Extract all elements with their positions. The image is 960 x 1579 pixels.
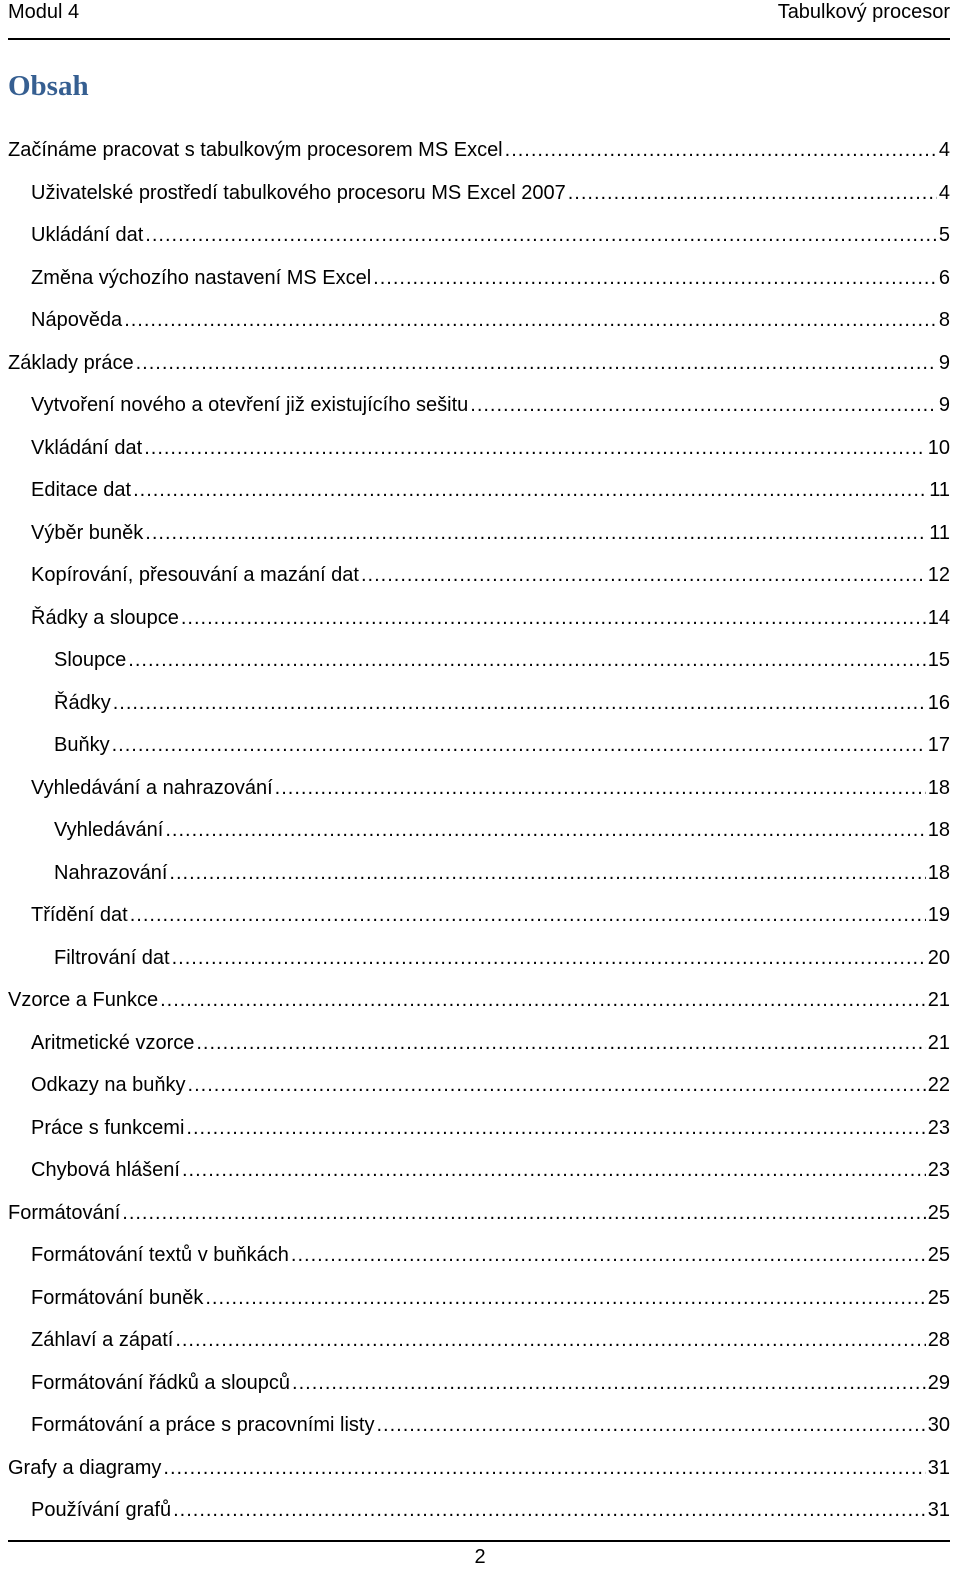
toc-entry-title: Záhlaví a zápatí xyxy=(31,1329,174,1351)
toc-entry[interactable] xyxy=(0,1406,950,1449)
toc-title: Obsah xyxy=(8,70,89,102)
toc-dot-leader xyxy=(188,1066,926,1104)
toc-entry[interactable] xyxy=(0,429,950,472)
toc-entry[interactable] xyxy=(0,1024,950,1067)
toc-entry-title: Vyhledávání a nahrazování xyxy=(31,776,273,799)
toc-entry-page: 28 xyxy=(927,1329,950,1351)
toc-entry-page: 29 xyxy=(927,1371,950,1394)
toc-entry[interactable] xyxy=(0,1449,950,1492)
toc-entry-title: Formátování xyxy=(8,1201,121,1224)
toc-entry-page: 10 xyxy=(927,436,950,459)
toc-dot-leader xyxy=(568,174,937,212)
toc-dot-leader xyxy=(275,769,926,807)
toc-dot-leader xyxy=(376,1406,925,1444)
toc-dot-leader xyxy=(186,1109,925,1147)
toc-entry-title: Základy práce xyxy=(8,351,134,374)
toc-dot-leader xyxy=(113,684,926,722)
toc-entry-title: Práce s funkcemi xyxy=(31,1116,185,1139)
toc-entry[interactable] xyxy=(0,896,950,939)
table-of-contents xyxy=(0,131,960,1534)
toc-entry-title: Uživatelské prostředí tabulkového procesoru MS Excel 2007 xyxy=(31,181,566,204)
toc-entry-title: Sloupce xyxy=(54,649,127,671)
toc-entry-title: Vzorce a Funkce xyxy=(8,989,159,1011)
toc-dot-leader xyxy=(505,131,937,169)
toc-entry-page: 11 xyxy=(929,479,950,501)
toc-entry-page: 4 xyxy=(938,181,950,204)
toc-entry-title: Aritmetické vzorce xyxy=(31,1031,195,1054)
toc-entry-title: Změna výchozího nastavení MS Excel xyxy=(31,266,372,289)
toc-entry-title: Ukládání dat xyxy=(31,224,144,246)
toc-dot-leader xyxy=(196,1024,925,1062)
toc-entry-title: Vyhledávání xyxy=(54,819,164,841)
toc-entry[interactable] xyxy=(0,1364,950,1407)
toc-entry-title: Vytvoření nového a otevření již existujícího sešitu xyxy=(31,394,469,416)
toc-dot-leader xyxy=(292,1364,926,1402)
toc-entry[interactable] xyxy=(0,981,950,1024)
toc-entry[interactable] xyxy=(0,556,950,599)
toc-entry-title: Editace dat xyxy=(31,479,132,501)
toc-entry[interactable] xyxy=(0,684,950,727)
toc-dot-leader xyxy=(175,1321,925,1359)
toc-entry[interactable] xyxy=(0,1279,950,1322)
toc-entry[interactable] xyxy=(0,726,950,769)
toc-dot-leader xyxy=(470,386,937,424)
toc-entry-title: Řádky a sloupce xyxy=(31,606,179,629)
toc-dot-leader xyxy=(112,726,926,764)
toc-dot-leader xyxy=(181,599,926,637)
toc-entry[interactable] xyxy=(0,1236,950,1279)
toc-entry[interactable] xyxy=(0,1151,950,1194)
toc-entry-page: 15 xyxy=(927,649,950,671)
toc-entry[interactable] xyxy=(0,811,950,854)
toc-entry-title: Třídění dat xyxy=(31,904,128,926)
toc-dot-leader xyxy=(144,429,926,467)
toc-entry-page: 19 xyxy=(927,904,950,926)
toc-dot-leader xyxy=(160,981,926,1019)
toc-entry[interactable] xyxy=(0,131,950,174)
toc-entry[interactable] xyxy=(0,1194,950,1237)
toc-entry-page: 22 xyxy=(927,1074,950,1096)
toc-dot-leader xyxy=(291,1236,926,1274)
toc-entry-page: 20 xyxy=(927,946,950,969)
toc-entry-page: 18 xyxy=(927,819,950,841)
toc-entry-page: 11 xyxy=(929,521,950,544)
toc-entry-page: 21 xyxy=(927,989,950,1011)
toc-entry-page: 17 xyxy=(927,734,950,756)
toc-entry-title: Výběr buněk xyxy=(31,521,144,544)
toc-entry-page: 18 xyxy=(927,861,950,884)
toc-entry-page: 18 xyxy=(927,776,950,799)
toc-dot-leader xyxy=(124,301,937,339)
toc-entry-title: Řádky xyxy=(54,691,111,714)
toc-dot-leader xyxy=(172,939,926,977)
toc-entry-title: Začínáme pracovat s tabulkovým procesorem MS Excel xyxy=(8,139,503,161)
toc-dot-leader xyxy=(361,556,926,594)
toc-entry-title: Buňky xyxy=(54,734,110,756)
toc-entry-title: Kopírování, přesouvání a mazání dat xyxy=(31,564,359,586)
toc-dot-leader xyxy=(169,854,925,892)
toc-entry-page: 21 xyxy=(927,1031,950,1054)
toc-entry-page: 30 xyxy=(927,1414,950,1436)
toc-dot-leader xyxy=(163,1449,925,1487)
toc-dot-leader xyxy=(122,1194,925,1232)
toc-entry-page: 25 xyxy=(927,1201,950,1224)
header-subject: Tabulkový procesor xyxy=(777,1,950,23)
toc-entry[interactable] xyxy=(0,599,950,642)
toc-entry[interactable] xyxy=(0,386,950,429)
toc-entry-title: Grafy a diagramy xyxy=(8,1456,162,1479)
toc-entry-title: Formátování buněk xyxy=(31,1286,204,1309)
toc-entry-page: 4 xyxy=(938,139,950,161)
toc-entry-title: Nahrazování xyxy=(54,861,168,884)
toc-entry-title: Filtrování dat xyxy=(54,946,170,969)
header-module: Modul 4 xyxy=(8,1,80,23)
toc-entry-title: Používání grafů xyxy=(31,1499,172,1521)
toc-dot-leader xyxy=(165,811,925,849)
toc-entry-page: 25 xyxy=(927,1244,950,1266)
toc-entry[interactable] xyxy=(0,174,950,217)
toc-entry-title: Odkazy na buňky xyxy=(31,1074,186,1096)
toc-entry[interactable] xyxy=(0,471,950,514)
toc-entry-page: 14 xyxy=(927,606,950,629)
toc-entry-title: Formátování textů v buňkách xyxy=(31,1244,289,1266)
toc-dot-leader xyxy=(128,641,925,679)
toc-dot-leader xyxy=(205,1279,925,1317)
toc-entry[interactable] xyxy=(0,301,950,344)
toc-entry-page: 6 xyxy=(938,266,950,289)
page-header xyxy=(8,0,950,40)
toc-entry-page: 9 xyxy=(938,394,950,416)
toc-entry[interactable] xyxy=(0,939,950,982)
toc-entry-page: 23 xyxy=(927,1116,950,1139)
toc-entry[interactable] xyxy=(0,1321,950,1364)
toc-dot-leader xyxy=(145,514,927,552)
toc-entry[interactable] xyxy=(0,344,950,387)
toc-dot-leader xyxy=(182,1151,926,1189)
footer-rule xyxy=(8,1540,950,1542)
toc-dot-leader xyxy=(136,344,937,382)
toc-entry[interactable] xyxy=(0,514,950,557)
toc-dot-leader xyxy=(373,259,937,297)
toc-entry-page: 9 xyxy=(938,351,950,374)
toc-dot-leader xyxy=(133,471,927,509)
toc-entry-title: Formátování a práce s pracovními listy xyxy=(31,1414,375,1436)
toc-entry-page: 31 xyxy=(927,1456,950,1479)
toc-entry-page: 16 xyxy=(927,691,950,714)
toc-dot-leader xyxy=(173,1491,926,1529)
toc-entry-page: 23 xyxy=(927,1159,950,1181)
page-number: 2 xyxy=(474,1546,486,1568)
toc-entry-page: 8 xyxy=(938,309,950,331)
toc-entry-page: 5 xyxy=(938,224,950,246)
toc-entry-title: Chybová hlášení xyxy=(31,1159,180,1181)
toc-entry[interactable] xyxy=(0,259,950,302)
toc-entry[interactable] xyxy=(0,1109,950,1152)
toc-entry[interactable] xyxy=(0,769,950,812)
toc-entry[interactable] xyxy=(0,854,950,897)
toc-entry-title: Vkládání dat xyxy=(31,436,143,459)
toc-entry-page: 31 xyxy=(927,1499,950,1521)
toc-dot-leader xyxy=(130,896,926,934)
toc-entry[interactable] xyxy=(0,1491,950,1534)
toc-dot-leader xyxy=(145,216,937,254)
toc-entry-title: Formátování řádků a sloupců xyxy=(31,1371,291,1394)
toc-entry[interactable] xyxy=(0,1066,950,1109)
toc-entry-page: 12 xyxy=(927,564,950,586)
toc-entry-page: 25 xyxy=(927,1286,950,1309)
toc-entry-title: Nápověda xyxy=(31,309,123,331)
toc-entry[interactable] xyxy=(0,641,950,684)
toc-entry[interactable] xyxy=(0,216,950,259)
